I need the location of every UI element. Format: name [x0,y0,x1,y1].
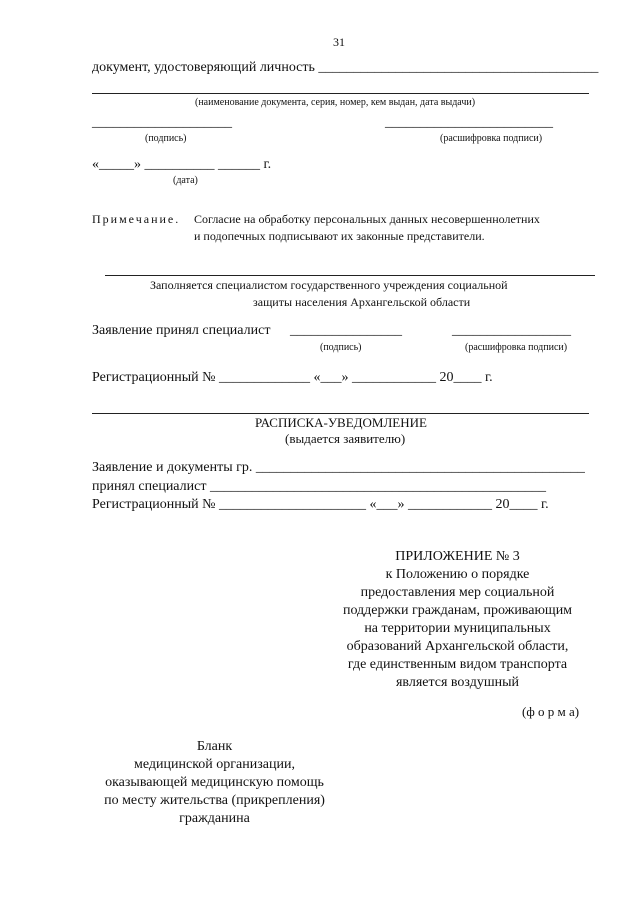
signature-decoding-caption: (расшифровка подписи) [440,133,543,144]
appendix-line: образований Архангельской области, [346,639,569,654]
appendix-line: является воздушный [395,675,520,690]
registration-row: Регистрационный № _____________ «___» ____________ 20____ г. [92,370,493,385]
appendix-line: на территории муниципальных [364,621,551,636]
appendix-line: к Положению о порядке [385,567,530,582]
note-heading: Примечание. [92,212,181,226]
appendix-block [320,548,595,692]
blank-line: по месту жительства (прикрепления) [104,793,325,808]
accepted-decoding-line: _________________ [452,323,571,338]
identity-document-line [92,93,589,94]
specialist-section-divider [105,275,595,276]
receipt-line-3: Регистрационный № _____________________ «___» ____________ 20____ г. [92,497,549,512]
receipt-line-2: принял специалист ________________________________________________ [92,479,546,494]
appendix-line: ПРИЛОЖЕНИЕ № 3 [395,549,520,564]
receipt-title: РАСПИСКА-УВЕДОМЛЕНИЕ [255,415,427,430]
signature-line: ____________________ [92,115,232,130]
blank-line: оказывающей медицинскую помощь [105,775,324,790]
identity-document-caption: (наименование документа, серия, номер, кем выдан, дата выдачи) [195,97,476,108]
blank-line: медицинской организации, [134,757,295,772]
receipt-line-1: Заявление и документы гр. _______________________________________________ [92,460,585,475]
appendix-line: где единственным видом транспорта [347,657,568,672]
signature-decoding-line: ________________________ [385,115,553,130]
blank-block [92,738,337,828]
receipt-subtitle: (выдается заявителю) [285,431,406,446]
receipt-divider [92,413,589,414]
identity-document-label: документ, удостоверяющий личность ________________________________________ [92,60,599,75]
appendix-line: поддержки гражданам, проживающим [342,603,573,618]
blank-line: гражданина [179,811,250,826]
signature-caption: (подпись) [145,133,187,144]
date-row: «_____» __________ ______ г. [92,157,272,172]
accepted-decoding-caption: (расшифровка подписи) [465,342,568,353]
page-number: 31 [333,35,345,49]
accepted-signature-caption: (подпись) [320,342,362,353]
accepted-specialist-label: Заявление принял специалист [92,323,271,338]
accepted-signature-line: ________________ [290,323,402,338]
specialist-section-line-1: Заполняется специалистом государственного учреждения социальной [150,278,508,292]
form-label: (ф о р м а) [522,704,580,719]
note-line-2: и подопечных подписывают их законные представители. [194,229,485,243]
note-line-1: Согласие на обработку персональных данных несовершеннолетних [194,212,540,226]
blank-line: Бланк [196,739,233,754]
date-caption: (дата) [173,175,198,186]
specialist-section-line-2: защиты населения Архангельской области [253,295,471,309]
appendix-line: предоставления мер социальной [360,585,555,600]
